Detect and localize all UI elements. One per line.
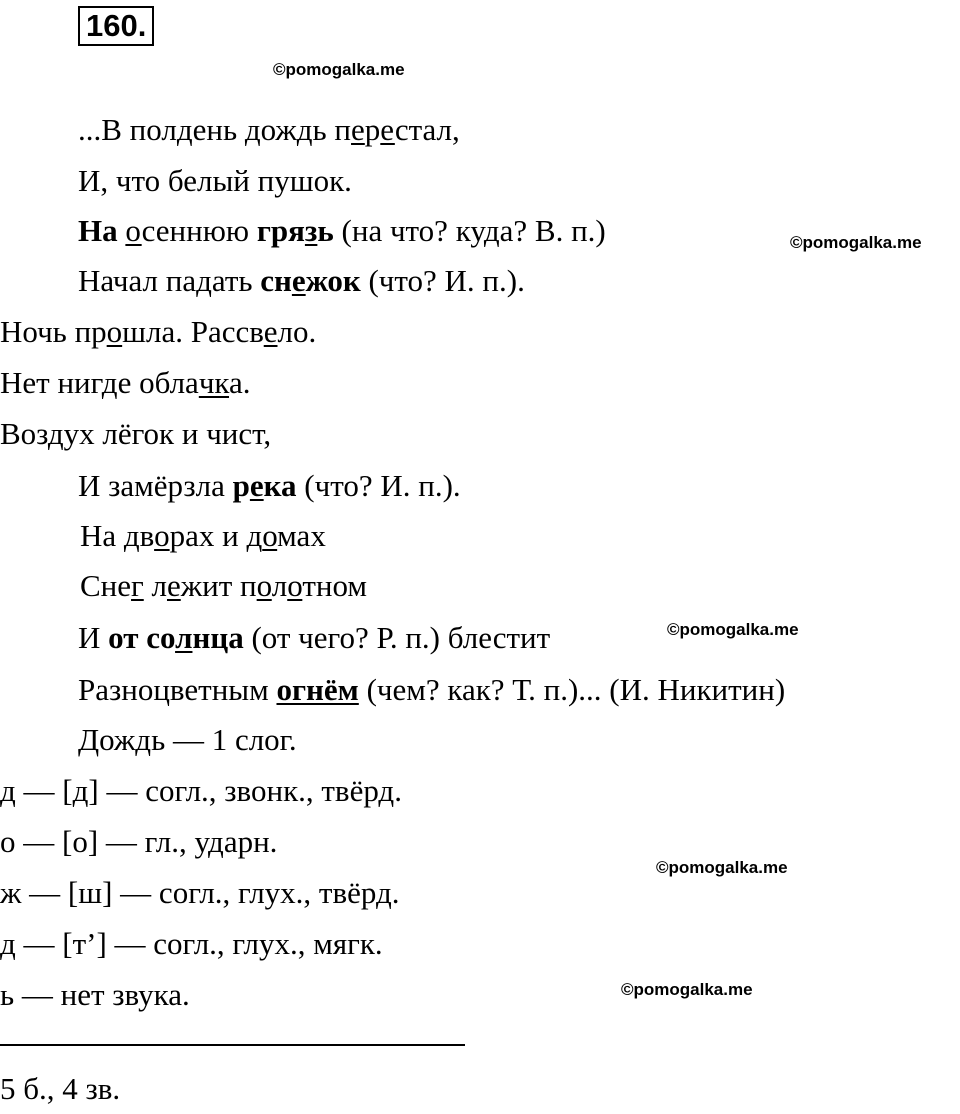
watermark: ©pomogalka.me bbox=[273, 60, 405, 79]
poem-line-11: И от солнца (от чего? Р. п.) блестит bbox=[78, 620, 551, 655]
watermark: ©pomogalka.me bbox=[667, 620, 799, 639]
poem-line-6: Нет нигде облaчка. bbox=[0, 365, 251, 400]
poem-line-7: Воздух лёгок и чист, bbox=[0, 416, 272, 451]
analysis-row: д — [т’] — согл., глух., мягк. bbox=[0, 926, 383, 961]
divider-line bbox=[0, 1044, 465, 1046]
poem-line-3: На осеннюю грязь (на что? куда? В. п.) bbox=[78, 213, 606, 248]
poem-line-10: Снег лежит полотном bbox=[80, 568, 367, 603]
poem-line-9: На дворах и домах bbox=[80, 518, 326, 553]
task-number: 160. bbox=[78, 6, 154, 46]
poem-line-4: Начал падать снежок (что? И. п.). bbox=[78, 263, 525, 298]
poem-line-12: Разноцветным огнём (чем? как? Т. п.)... (И. Никитин) bbox=[78, 672, 786, 707]
watermark: ©pomogalka.me bbox=[790, 233, 922, 252]
analysis-total: 5 б., 4 зв. bbox=[0, 1071, 121, 1106]
watermark: ©pomogalka.me bbox=[621, 980, 753, 999]
analysis-row: д — [д] — согл., звонк., твёрд. bbox=[0, 773, 402, 808]
analysis-row: ж — [ш] — согл., глух., твёрд. bbox=[0, 875, 400, 910]
analysis-row: о — [о] — гл., ударн. bbox=[0, 824, 278, 859]
poem-line-8: И замёрзла река (что? И. п.). bbox=[78, 468, 461, 503]
analysis-word-line: Дождь — 1 слог. bbox=[78, 722, 297, 757]
poem-line-5: Ночь прошла. Рассвело. bbox=[0, 314, 317, 349]
analysis-row: ь — нет звука. bbox=[0, 977, 190, 1012]
poem-line-2: И, что белый пушок. bbox=[78, 163, 352, 198]
watermark: ©pomogalka.me bbox=[656, 858, 788, 877]
poem-line-1: ...В полдень дождь перестал, bbox=[78, 112, 460, 147]
